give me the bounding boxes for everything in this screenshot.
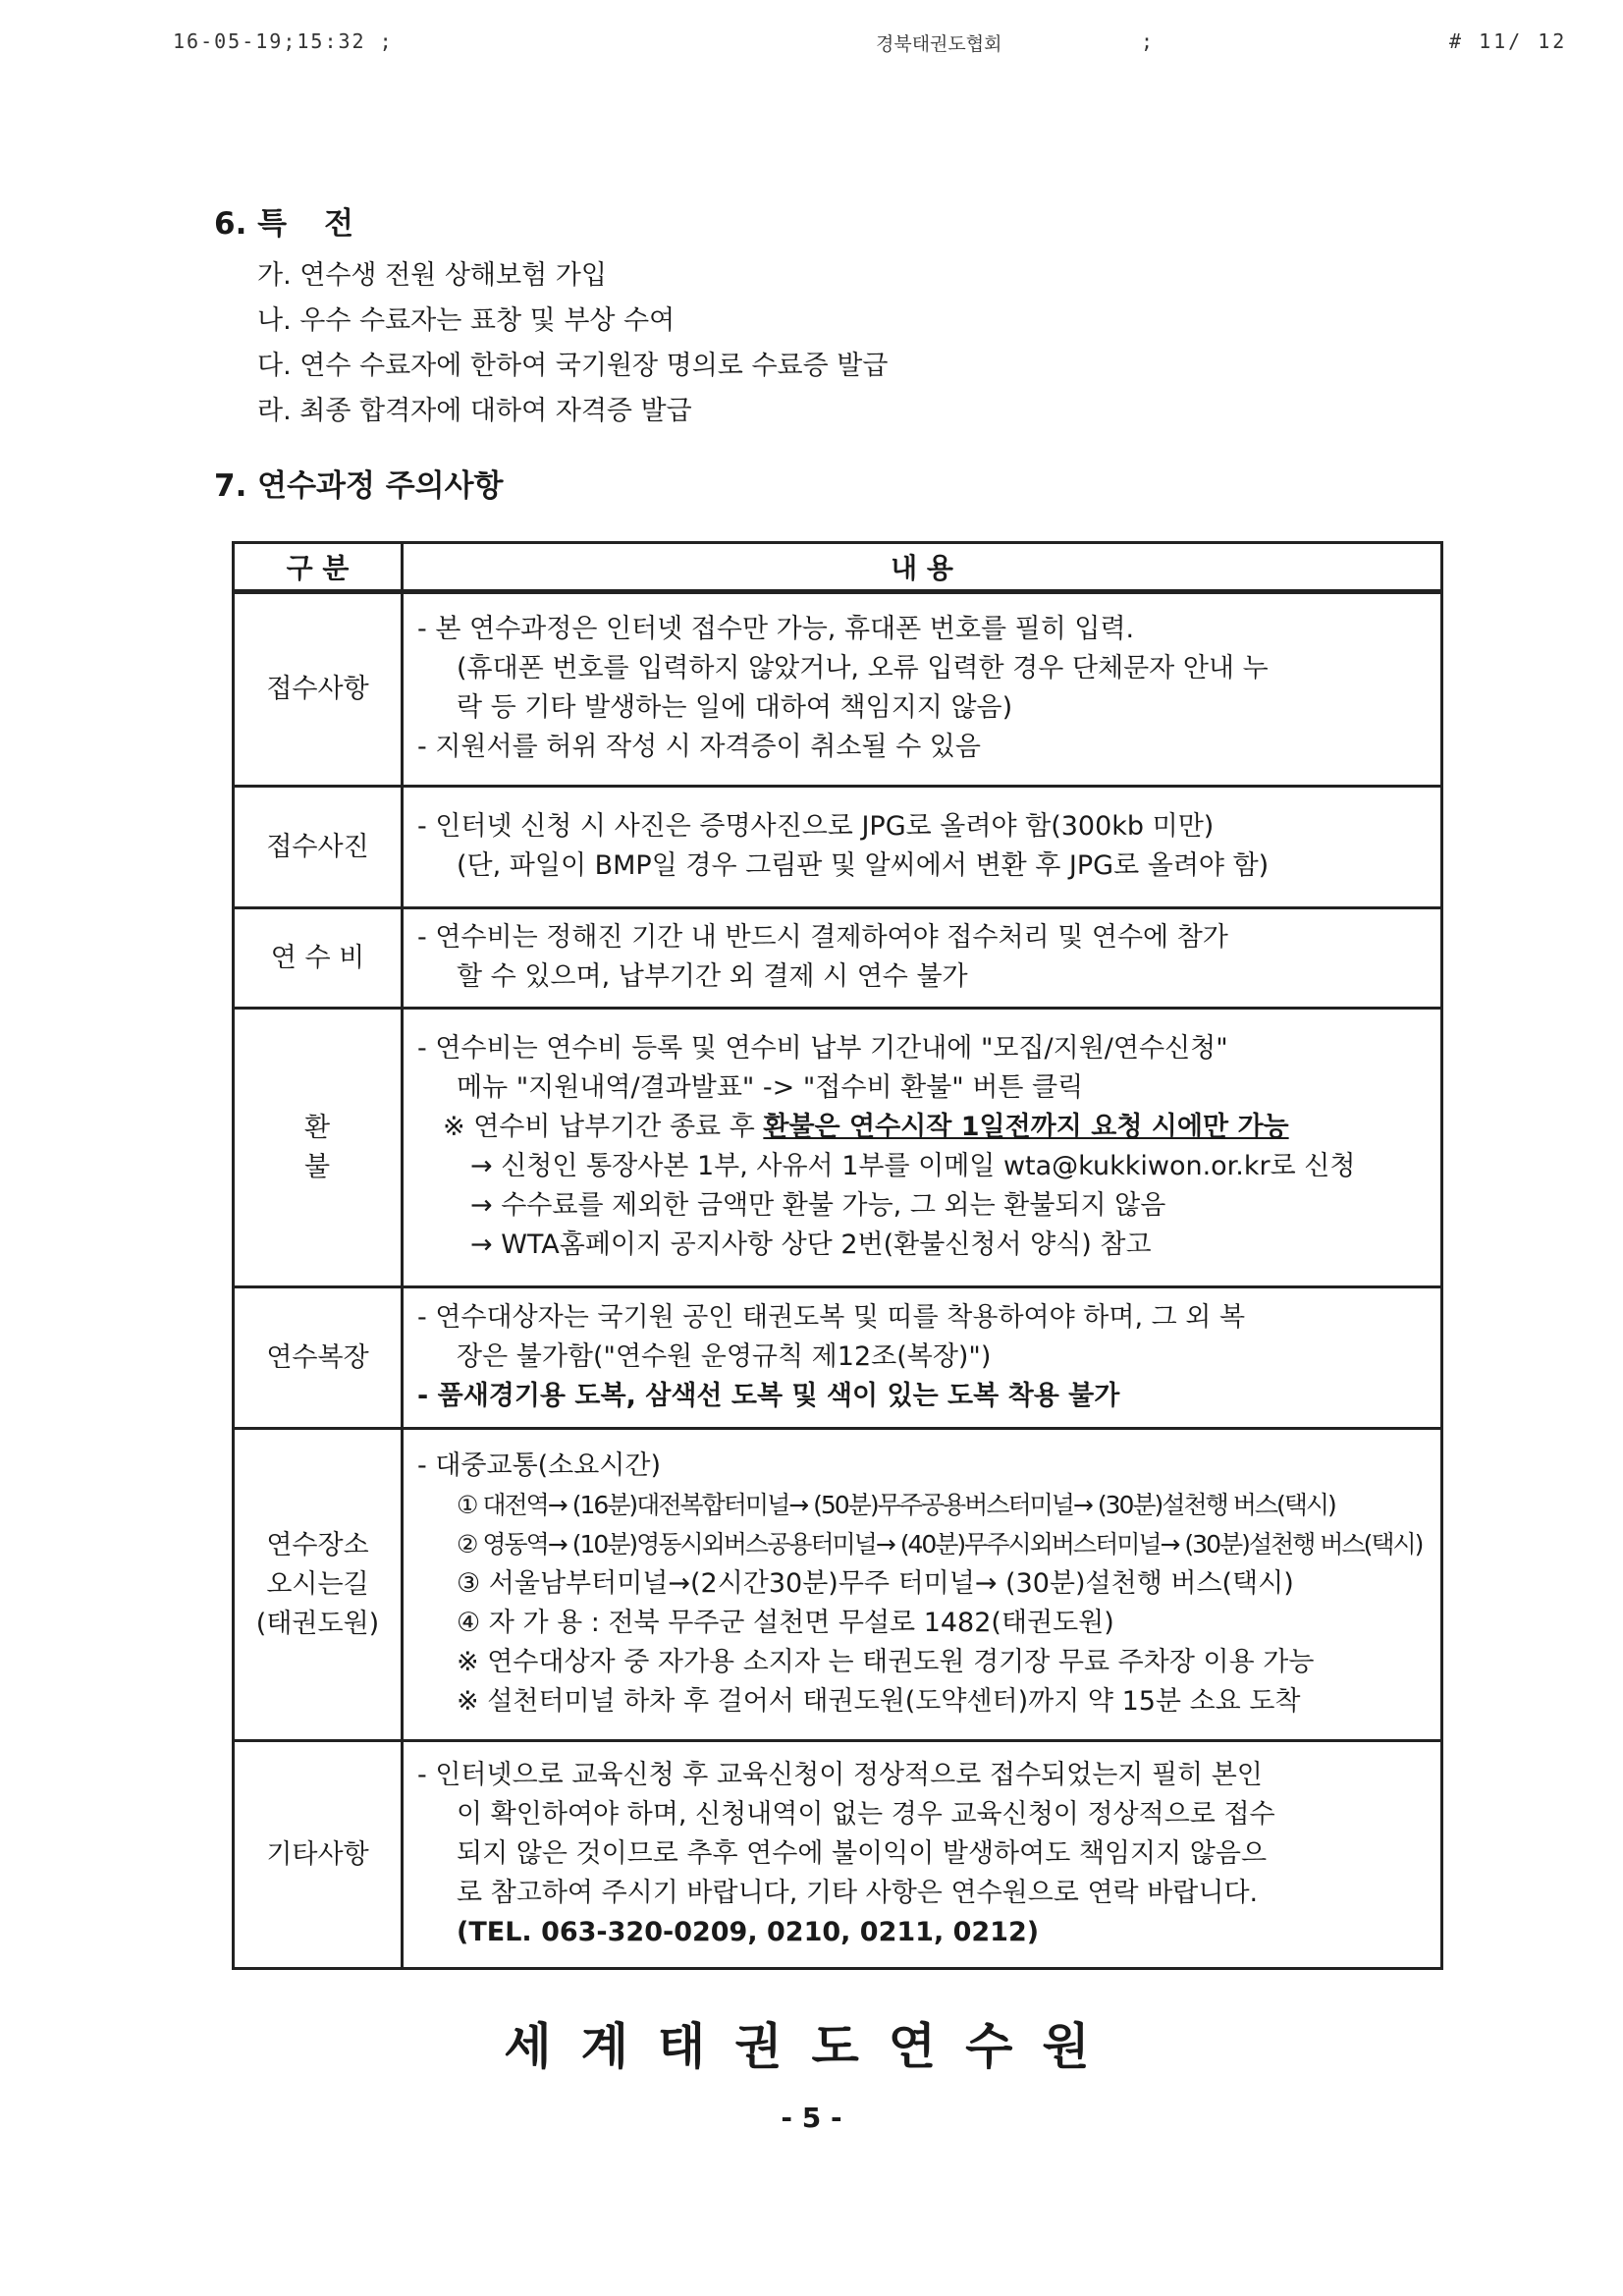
section-7-title: 7. 연수과정 주의사항 bbox=[214, 468, 504, 504]
content-line: - 대중교통(소요시간) bbox=[417, 1449, 662, 1481]
page-number: - 5 - bbox=[781, 2102, 842, 2134]
list-item: 라. 최종 합격자에 대하여 자격증 발급 bbox=[257, 396, 692, 426]
row-content bbox=[403, 1009, 1442, 1287]
section-6-number: 6. bbox=[214, 206, 247, 242]
refund-note-prefix: ※ 연수비 납부기간 종료 후 bbox=[443, 1111, 764, 1142]
list-item: 나. 우수 수료자는 표창 및 부상 수여 bbox=[257, 305, 676, 336]
row-content bbox=[403, 592, 1442, 787]
content-line: ※ 연수대상자 중 자가용 소지자 는 태권도원 경기장 무료 주차장 이용 가능 bbox=[457, 1646, 1315, 1677]
fax-datetime: 16-05-19;15:32 ; bbox=[173, 29, 394, 53]
content-line: ③ 서울남부터미널→(2시간30분)무주 터미널→ (30분)설천행 버스(택시) bbox=[457, 1567, 1294, 1599]
content-line: ① 대전역→ (16분)대전복합터미널→ (50분)무주공용버스터미널→ (30분)설천행 버스(택시) bbox=[457, 1490, 1335, 1519]
content-line: 할 수 있으며, 납부기간 외 결제 시 연수 불가 bbox=[457, 960, 968, 992]
content-line: 되지 않은 것이므로 추후 연수에 불이익이 발생하여도 책임지지 않음으 bbox=[457, 1837, 1268, 1869]
benefits-list bbox=[257, 253, 888, 434]
content-line: - 인터넷으로 교육신청 후 교육신청이 정상적으로 접수되었는지 필히 본인 bbox=[417, 1759, 1263, 1790]
table-row bbox=[234, 1287, 1442, 1429]
content-line: → 신청인 통장사본 1부, 사유서 1부를 이메일 wta@kukkiwon.or.kr로 신청 bbox=[470, 1150, 1356, 1181]
table-row bbox=[234, 1429, 1442, 1741]
content-line: (휴대폰 번호를 입력하지 않았거나, 오류 입력한 경우 단체문자 안내 누 bbox=[457, 653, 1269, 683]
section-6-heading bbox=[214, 203, 353, 245]
content-line: ④ 자 가 용 : 전북 무주군 설천면 무설로 1482(태권도원) bbox=[457, 1607, 1114, 1638]
content-line: ② 영동역→ (10분)영동시외버스공용터미널→ (40분)무주시외버스터미널→ (30분)설천행 버스(택시) bbox=[457, 1529, 1423, 1558]
row-content bbox=[403, 908, 1442, 1009]
section-6-title-char1: 특 bbox=[257, 206, 288, 242]
row-content bbox=[403, 1741, 1442, 1969]
content-line: 이 확인하여야 하며, 신청내역이 없는 경우 교육신청이 정상적으로 접수 bbox=[457, 1798, 1275, 1830]
content-line: (TEL. 063-320-0209, 0210, 0211, 0212) bbox=[457, 1916, 1040, 1947]
category-line: 연수장소 bbox=[266, 1529, 369, 1560]
row-content bbox=[403, 787, 1442, 908]
row-content bbox=[403, 1287, 1442, 1429]
precautions-table bbox=[232, 541, 1443, 1970]
header-content: 내 용 bbox=[403, 543, 1442, 592]
table-row bbox=[234, 1009, 1442, 1287]
list-item: 가. 연수생 전원 상해보험 가입 bbox=[257, 260, 607, 291]
content-line: - 본 연수과정은 인터넷 접수만 가능, 휴대폰 번호를 필히 입력. bbox=[417, 614, 1135, 644]
table-row bbox=[234, 1741, 1442, 1969]
content-line: 락 등 기타 발생하는 일에 대하여 책임지지 않음) bbox=[457, 692, 1013, 723]
fax-separator: ; bbox=[1141, 29, 1154, 53]
content-line: - 연수대상자는 국기원 공인 태권도복 및 띠를 착용하여야 하며, 그 외 복 bbox=[417, 1301, 1246, 1333]
fax-sender: 경북태권도협회 bbox=[876, 33, 1002, 55]
fax-header bbox=[0, 29, 1623, 69]
category-line: 오시는길 bbox=[266, 1568, 369, 1600]
row-content bbox=[403, 1429, 1442, 1741]
row-category: 접수사항 bbox=[234, 592, 403, 787]
row-category: 접수사진 bbox=[234, 787, 403, 908]
header-category: 구 분 bbox=[234, 543, 403, 592]
content-line: ※ 설천터미널 하차 후 걸어서 태권도원(도약센터)까지 약 15분 소요 도착 bbox=[457, 1685, 1301, 1717]
row-category bbox=[234, 1429, 403, 1741]
content-line: - 연수비는 정해진 기간 내 반드시 결제하여야 접수처리 및 연수에 참가 bbox=[417, 921, 1228, 953]
table-row bbox=[234, 787, 1442, 908]
list-item: 다. 연수 수료자에 한하여 국기원장 명의로 수료증 발급 bbox=[257, 351, 889, 381]
organization-name: 세계태권도연수원 bbox=[504, 2018, 1119, 2075]
content-line: (단, 파일이 BMP일 경우 그림판 및 알씨에서 변환 후 JPG로 올려야 함) bbox=[457, 849, 1270, 881]
section-7-heading bbox=[214, 465, 504, 507]
table-row bbox=[234, 908, 1442, 1009]
content-line: - 품새경기용 도복, 삼색선 도복 및 색이 있는 도복 착용 불가 bbox=[417, 1380, 1120, 1411]
fax-page-count: # 11/ 12 bbox=[1449, 29, 1568, 53]
row-category: 환 불 bbox=[234, 1009, 403, 1287]
table-row bbox=[234, 592, 1442, 787]
table-header-row bbox=[234, 543, 1442, 592]
content-line: 장은 불가함("연수원 운영규칙 제12조(복장)") bbox=[457, 1340, 992, 1372]
section-6-title-char2: 전 bbox=[324, 206, 354, 242]
refund-deadline-emphasis: 환불은 연수시작 1일전까지 요청 시에만 가능 bbox=[763, 1111, 1289, 1142]
content-line: → WTA홈페이지 공지사항 상단 2번(환불신청서 양식) 참고 bbox=[470, 1229, 1152, 1260]
row-category: 기타사항 bbox=[234, 1741, 403, 1969]
content-line bbox=[417, 1108, 1427, 1147]
content-line: → 수수료를 제외한 금액만 환불 가능, 그 외는 환불되지 않음 bbox=[470, 1189, 1166, 1221]
content-line: - 지원서를 허위 작성 시 자격증이 취소될 수 있음 bbox=[417, 732, 981, 762]
row-category: 연수복장 bbox=[234, 1287, 403, 1429]
row-category: 연 수 비 bbox=[234, 908, 403, 1009]
category-line: (태권도원) bbox=[255, 1608, 380, 1639]
content-line: 로 참고하여 주시기 바랍니다, 기타 사항은 연수원으로 연락 바랍니다. bbox=[457, 1877, 1259, 1908]
content-line: 메뉴 "지원내역/결과발표" -> "접수비 환불" 버튼 클릭 bbox=[457, 1071, 1084, 1103]
content-line: - 인터넷 신청 시 사진은 증명사진으로 JPG로 올려야 함(300kb 미만) bbox=[417, 810, 1215, 842]
content-line: - 연수비는 연수비 등록 및 연수비 납부 기간내에 "모집/지원/연수신청" bbox=[417, 1032, 1228, 1064]
